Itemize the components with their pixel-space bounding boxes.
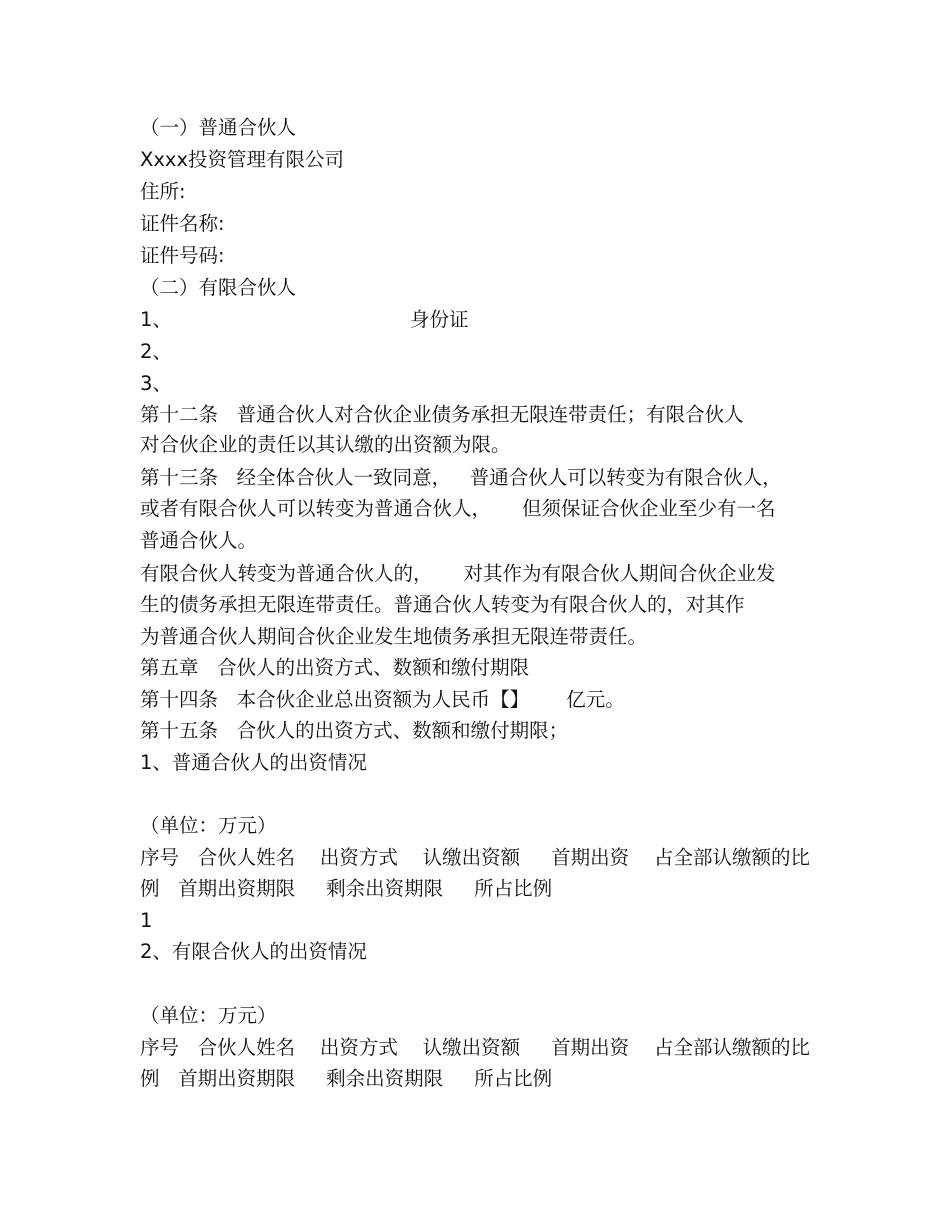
- table-header-2-line-2: 例 首期出资期限 剩余出资期限 所占比例: [140, 1067, 553, 1090]
- article-15: 第十五条 合伙人的出资方式、数额和缴付期限；: [140, 719, 569, 742]
- limited-partner-contribution-heading: 2、有限合伙人的出资情况: [140, 940, 367, 963]
- table-header-1-line-1: 序号 合伙人姓名 出资方式 认缴出资额 首期出资 占全部认缴额的比: [140, 846, 810, 869]
- address-label: 住所:: [140, 180, 186, 203]
- article-13-line-2: 或者有限合伙人可以转变为普通合伙人， 但须保证合伙企业至少有一名: [140, 497, 776, 520]
- table-header-1-line-2: 例 首期出资期限 剩余出资期限 所占比例: [140, 877, 553, 900]
- section-heading-general-partner: （一）普通合伙人: [140, 116, 297, 139]
- company-name: Xxxx投资管理有限公司: [140, 148, 344, 171]
- article-13-line-1: 第十三条 经全体合伙人一致同意， 普通合伙人可以转变为有限合伙人，: [140, 466, 782, 489]
- limited-partner-item-3: 3、: [140, 372, 172, 395]
- article-12-line-1: 第十二条 普通合伙人对合伙企业债务承担无限连带责任；有限合伙人: [140, 403, 744, 426]
- limited-partner-item-2: 2、: [140, 340, 172, 363]
- article-14: 第十四条 本合伙企业总出资额为人民币【】 亿元。: [140, 688, 625, 711]
- id-number-label: 证件号码:: [140, 244, 225, 267]
- general-partner-contribution-heading: 1、普通合伙人的出资情况: [140, 751, 367, 774]
- unit-note-2: （单位：万元）: [140, 1004, 277, 1027]
- conversion-paragraph-line-2: 生的债务承担无限连带责任。普通合伙人转变为有限合伙人的，对其作: [140, 593, 745, 616]
- conversion-paragraph-line-1: 有限合伙人转变为普通合伙人的， 对其作为有限合伙人期间合伙企业发: [140, 562, 776, 585]
- section-heading-limited-partner: （二）有限合伙人: [140, 276, 297, 299]
- table-header-2-line-1: 序号 合伙人姓名 出资方式 认缴出资额 首期出资 占全部认缴额的比: [140, 1036, 810, 1059]
- conversion-paragraph-line-3: 为普通合伙人期间合伙企业发生地债务承担无限连带责任。: [140, 625, 648, 648]
- limited-partner-item-1: 1、: [140, 308, 172, 331]
- table-row-number: 1: [140, 909, 153, 932]
- id-type-label: 证件名称:: [140, 212, 225, 235]
- id-card-label: 身份证: [410, 308, 469, 331]
- article-13-line-3: 普通合伙人。: [140, 529, 258, 552]
- article-12-line-2: 对合伙企业的责任以其认缴的出资额为限。: [140, 433, 511, 456]
- chapter-5-heading: 第五章 合伙人的出资方式、数额和缴付期限: [140, 656, 530, 679]
- unit-note-1: （单位：万元）: [140, 814, 277, 837]
